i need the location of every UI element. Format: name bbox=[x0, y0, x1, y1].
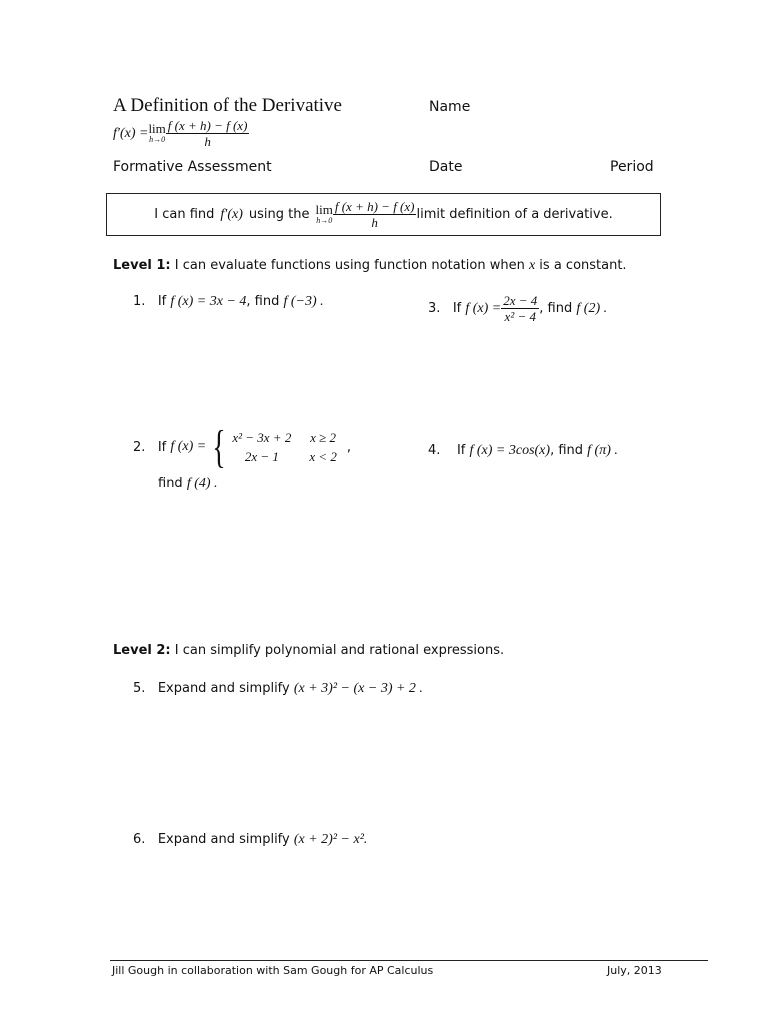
problem-3-number: 3. bbox=[428, 301, 441, 316]
problem-3 bbox=[428, 293, 607, 324]
problem-4-number: 4. bbox=[428, 443, 441, 458]
definition-numerator: f (x + h) − f (x) bbox=[167, 118, 248, 133]
problem-1-expr: f (x) = 3x − 4 bbox=[170, 294, 247, 309]
page-title: A Definition of the Derivative bbox=[113, 95, 342, 116]
footer-divider bbox=[110, 960, 708, 961]
level1-var: x bbox=[528, 258, 536, 273]
goal-fraction bbox=[333, 199, 417, 230]
problem-6-number: 6. bbox=[133, 832, 146, 847]
problem-1-if: If bbox=[157, 294, 171, 309]
problem-4 bbox=[428, 443, 618, 459]
problem-5-text: Expand and simplify bbox=[157, 681, 294, 696]
goal-denominator: h bbox=[371, 215, 378, 230]
name-label: Name bbox=[429, 99, 471, 115]
definition-fraction bbox=[166, 118, 250, 149]
problem-2-number: 2. bbox=[133, 439, 146, 455]
case-1-condition: x ≥ 2 bbox=[310, 429, 337, 445]
problem-3-numerator: 2x − 4 bbox=[503, 293, 538, 308]
problem-2-find: find bbox=[158, 476, 187, 491]
problem-4-if: If bbox=[456, 443, 470, 458]
level2-heading-row bbox=[113, 643, 504, 658]
goal-fprime: f′(x) bbox=[220, 206, 243, 222]
level2-text: I can simplify polynomial and rational expressions. bbox=[174, 643, 505, 658]
problem-5-expr: (x + 3)² − (x − 3) + 2 . bbox=[293, 681, 423, 696]
problem-3-fraction bbox=[501, 293, 539, 324]
learning-goal-box bbox=[106, 193, 661, 236]
problem-2-expr: f (x) = bbox=[170, 439, 207, 454]
level1-heading: Level 1: bbox=[113, 258, 171, 273]
problem-2-if: If bbox=[157, 439, 167, 455]
problem-3-if: If bbox=[452, 301, 462, 316]
definition-lhs: f′(x) = bbox=[113, 125, 149, 141]
period-label: Period bbox=[610, 159, 654, 175]
level1-text-b: is a constant. bbox=[535, 258, 627, 273]
goal-middle: using the bbox=[248, 207, 310, 222]
case-1-expr: x² − 3x + 2 bbox=[232, 429, 292, 445]
definition-lim-sub: h→0 bbox=[149, 134, 166, 144]
footer-credit: Jill Gough in collaboration with Sam Gough for AP Calculus bbox=[112, 964, 434, 977]
goal-numerator: f (x + h) − f (x) bbox=[334, 199, 415, 214]
left-brace: { bbox=[212, 421, 226, 472]
definition-lim-text: lim bbox=[148, 120, 166, 136]
problem-2-comma: , bbox=[346, 439, 352, 455]
goal-lim-sub: h→0 bbox=[316, 215, 333, 225]
goal-limit bbox=[315, 201, 333, 226]
subtitle: Formative Assessment bbox=[113, 159, 272, 175]
date-label: Date bbox=[429, 159, 463, 175]
problem-3-lhs: f (x) = bbox=[465, 300, 502, 316]
problem-1-find: , find bbox=[246, 294, 284, 309]
goal-lim-text: lim bbox=[315, 201, 333, 217]
problem-3-denominator: x² − 4 bbox=[504, 309, 536, 324]
problem-1-number: 1. bbox=[133, 294, 146, 309]
problem-6-expr: (x + 2)² − x². bbox=[293, 832, 368, 847]
problem-2-target: f (4) . bbox=[186, 476, 218, 491]
problem-6 bbox=[133, 832, 367, 848]
level2-heading: Level 2: bbox=[113, 643, 171, 658]
level1-heading-row bbox=[113, 258, 627, 274]
goal-prefix: I can find bbox=[154, 207, 215, 222]
problem-2-find-row bbox=[158, 476, 218, 492]
problem-1-target: f (−3) . bbox=[283, 294, 324, 309]
problem-6-text: Expand and simplify bbox=[157, 832, 294, 847]
goal-suffix: limit definition of a derivative. bbox=[416, 207, 613, 222]
problem-4-find: , find bbox=[550, 443, 588, 458]
definition-denominator: h bbox=[204, 134, 211, 149]
case-2-condition: x < 2 bbox=[309, 448, 337, 464]
problem-2-piecewise-cases bbox=[232, 430, 337, 465]
problem-4-expr: f (x) = 3cos(x) bbox=[469, 443, 551, 458]
problem-2 bbox=[133, 421, 352, 472]
problem-3-find: , find bbox=[539, 301, 573, 316]
footer-date: July, 2013 bbox=[607, 964, 662, 977]
problem-5-number: 5. bbox=[133, 681, 146, 696]
case-2-expr: 2x − 1 bbox=[244, 448, 279, 464]
definition-limit bbox=[148, 120, 166, 145]
problem-5 bbox=[133, 681, 423, 697]
problem-1 bbox=[133, 294, 324, 310]
problem-4-target: f (π) . bbox=[587, 443, 618, 458]
level1-text-a: I can evaluate functions using function notation when bbox=[174, 258, 529, 273]
derivative-definition bbox=[113, 118, 249, 149]
problem-3-target: f (2) . bbox=[576, 300, 608, 316]
